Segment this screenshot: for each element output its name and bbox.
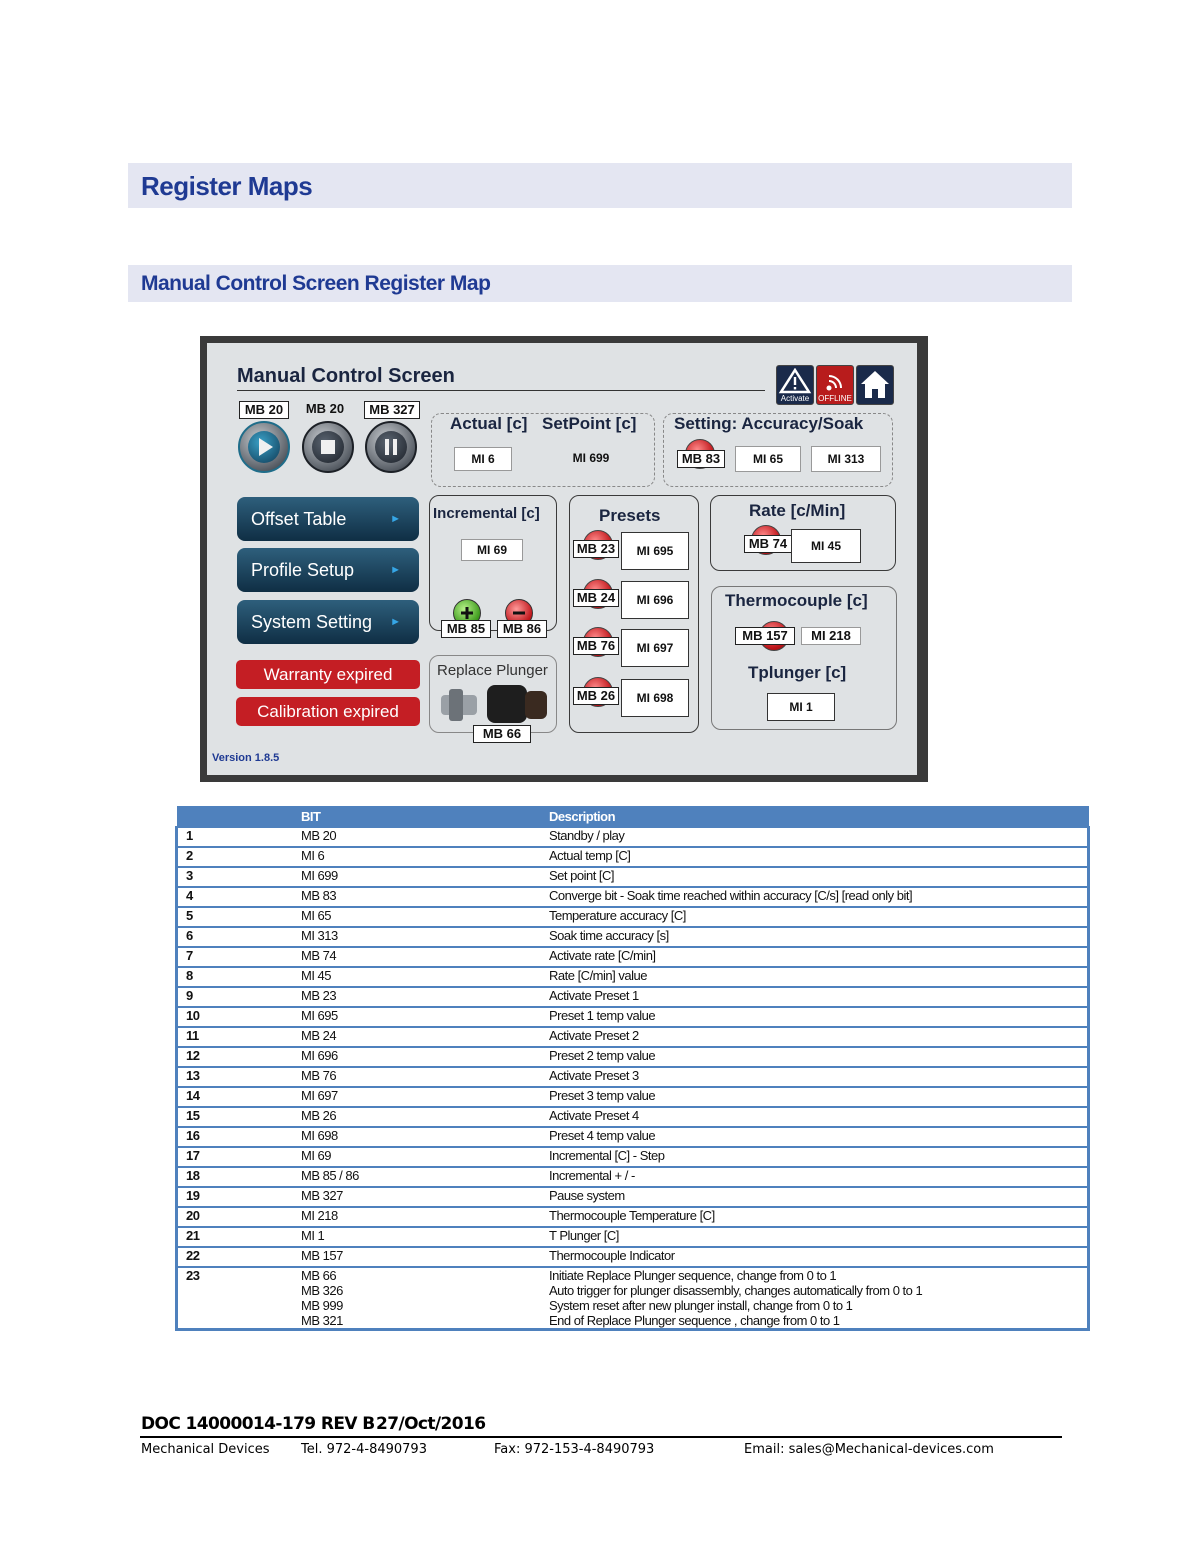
row-description: Activate Preset 3 xyxy=(549,1067,1089,1087)
row-number: 19 xyxy=(177,1187,302,1207)
heading-manual-control-map: Manual Control Screen Register Map xyxy=(141,272,491,295)
heading-register-maps: Register Maps xyxy=(141,171,313,201)
row-description: Incremental + / - xyxy=(549,1167,1089,1187)
row-description: Activate Preset 1 xyxy=(549,987,1089,1007)
offline-signal-icon[interactable] xyxy=(816,365,854,405)
row-description: T Plunger [C] xyxy=(549,1227,1089,1247)
row-description: Thermocouple Indicator xyxy=(549,1247,1089,1267)
row-bit: MB 66 xyxy=(301,1268,337,1283)
actual-title: Actual [c] xyxy=(450,414,528,433)
setting-mb-label: MB 83 xyxy=(677,450,725,468)
thermo-value: MI 218 xyxy=(801,627,861,645)
offline-label: OFFLINE xyxy=(818,394,852,403)
row-description: Preset 1 temp value xyxy=(549,1007,1089,1027)
row-bit: MI 699 xyxy=(301,867,549,887)
row-bit: MB 76 xyxy=(301,1067,549,1087)
chevron-right-icon: ► xyxy=(390,616,401,628)
version-label: Version 1.8.5 xyxy=(212,752,280,764)
row-number: 3 xyxy=(177,867,302,887)
row-bit: MI 695 xyxy=(301,1007,549,1027)
footer-tel: Tel. 972-4-8490793 xyxy=(301,1442,427,1457)
thermocouple-title: Thermocouple [c] xyxy=(725,591,868,610)
row-number: 17 xyxy=(177,1147,302,1167)
offset-table-label: Offset Table xyxy=(251,509,347,529)
table-row xyxy=(177,1147,1089,1167)
row-description: Thermocouple Temperature [C] xyxy=(549,1207,1089,1227)
play-icon xyxy=(240,423,288,471)
table-row xyxy=(177,1187,1089,1207)
tplunger-value: MI 1 xyxy=(767,693,835,721)
table-row xyxy=(177,1027,1089,1047)
row-bit: MI 696 xyxy=(301,1047,549,1067)
table-row xyxy=(177,967,1089,987)
replace-plunger-title: Replace Plunger xyxy=(437,662,548,679)
row-description: Preset 2 temp value xyxy=(549,1047,1089,1067)
row-description: Auto trigger for plunger disassembly, changes automatically from 0 to 1 xyxy=(549,1283,923,1298)
row-bit: MI 218 xyxy=(301,1207,549,1227)
row-number: 12 xyxy=(177,1047,302,1067)
row-bit: MI 698 xyxy=(301,1127,549,1147)
tplunger-title: Tplunger [c] xyxy=(748,663,847,682)
setting-title: Setting: Accuracy/Soak xyxy=(674,414,864,433)
title-divider xyxy=(237,390,765,391)
row-bit: MB 26 xyxy=(301,1107,549,1127)
presets-title: Presets xyxy=(599,506,661,525)
table-row xyxy=(177,927,1089,947)
table-row xyxy=(177,1067,1089,1087)
row-description: Pause system xyxy=(549,1187,1089,1207)
header-description: Description xyxy=(549,806,1089,827)
footer-company: Mechanical Devices xyxy=(141,1442,270,1457)
preset-1-value[interactable]: MI 695 xyxy=(621,532,689,570)
table-row xyxy=(177,1047,1089,1067)
profile-setup-button[interactable] xyxy=(237,548,419,592)
row-bit: MB 327 xyxy=(301,1187,549,1207)
preset-3-value[interactable]: MI 697 xyxy=(621,629,689,667)
row-description: Converge bit - Soak time reached within accuracy [C/s] [read only bit] xyxy=(549,887,1089,907)
table-row xyxy=(177,847,1089,867)
row-bit: MB 157 xyxy=(301,1247,549,1267)
row-number: 21 xyxy=(177,1227,302,1247)
row-bit: MI 45 xyxy=(301,967,549,987)
row-bit: MB 24 xyxy=(301,1027,549,1047)
soak-value[interactable]: MI 313 xyxy=(811,446,881,472)
row-description-list xyxy=(549,1267,1089,1330)
rate-title: Rate [c/Min] xyxy=(749,501,846,520)
row-number: 15 xyxy=(177,1107,302,1127)
row-description: Preset 4 temp value xyxy=(549,1127,1089,1147)
table-row xyxy=(177,1207,1089,1227)
table-row xyxy=(177,1167,1089,1187)
table-header-row xyxy=(177,806,1089,827)
row-number: 18 xyxy=(177,1167,302,1187)
hmi-screenshot xyxy=(200,336,928,782)
profile-setup-label: Profile Setup xyxy=(251,560,355,580)
stop-button[interactable] xyxy=(302,421,354,473)
thermo-mb-label: MB 157 xyxy=(735,627,795,645)
system-setting-label: System Setting xyxy=(251,612,373,632)
section-heading-band xyxy=(128,163,1072,208)
row-description: Activate Preset 4 xyxy=(549,1107,1089,1127)
table-row xyxy=(177,947,1089,967)
subsection-heading-band xyxy=(128,265,1072,302)
doc-date: 27/Oct/2016 xyxy=(376,1414,486,1434)
preset-2-mb-label: MB 24 xyxy=(573,589,619,607)
row-number: 9 xyxy=(177,987,302,1007)
row-number: 22 xyxy=(177,1247,302,1267)
row-bit: MI 1 xyxy=(301,1227,549,1247)
row-bit: MI 69 xyxy=(301,1147,549,1167)
row-bit: MI 6 xyxy=(301,847,549,867)
row-description: Standby / play xyxy=(549,827,1089,847)
play-button[interactable] xyxy=(238,421,290,473)
row-description: Rate [C/min] value xyxy=(549,967,1089,987)
setpoint-value[interactable]: MI 699 xyxy=(572,451,610,465)
activate-label: Activate xyxy=(780,394,810,403)
preset-4-mb-label: MB 26 xyxy=(573,687,619,705)
row-bit: MB 23 xyxy=(301,987,549,1007)
header-bit: BIT xyxy=(301,806,549,827)
header-num xyxy=(177,806,302,827)
accuracy-value[interactable]: MI 65 xyxy=(735,446,801,472)
table-row xyxy=(177,1247,1089,1267)
table-row xyxy=(177,1107,1089,1127)
row-description: Set point [C] xyxy=(549,867,1089,887)
row-description: System reset after new plunger install, change from 0 to 1 xyxy=(549,1298,853,1313)
incremental-value[interactable]: MI 69 xyxy=(461,539,523,561)
system-setting-button[interactable] xyxy=(237,600,419,644)
table-row xyxy=(177,1227,1089,1247)
row-number: 4 xyxy=(177,887,302,907)
row-number: 1 xyxy=(177,827,302,847)
table-body xyxy=(177,827,1089,1330)
hmi-title: Manual Control Screen xyxy=(237,365,455,387)
calibration-expired-alert[interactable]: Calibration expired xyxy=(236,697,420,726)
hmi-screen xyxy=(207,343,917,775)
row-bit: MI 65 xyxy=(301,907,549,927)
row-description: Temperature accuracy [C] xyxy=(549,907,1089,927)
row-number: 2 xyxy=(177,847,302,867)
preset-1-mb-label: MB 23 xyxy=(573,540,619,558)
row-number: 14 xyxy=(177,1087,302,1107)
row-number: 23 xyxy=(177,1267,302,1330)
table-row xyxy=(177,987,1089,1007)
register-table xyxy=(175,806,1090,1331)
row-description: Preset 3 temp value xyxy=(549,1087,1089,1107)
row-bit: MB 20 xyxy=(301,827,549,847)
row-bit: MB 74 xyxy=(301,947,549,967)
row-number: 10 xyxy=(177,1007,302,1027)
row-description: Activate rate [C/min] xyxy=(549,947,1089,967)
preset-4-value[interactable]: MI 698 xyxy=(621,679,689,717)
row-bit: MB 326 xyxy=(301,1283,343,1298)
pause-button[interactable] xyxy=(365,421,417,473)
row-description: Activate Preset 2 xyxy=(549,1027,1089,1047)
row-description: End of Replace Plunger sequence , change from 0 to 1 xyxy=(549,1313,840,1328)
row-number: 11 xyxy=(177,1027,302,1047)
chevron-right-icon: ► xyxy=(390,564,401,576)
footer-fax: Fax: 972-153-4-8490793 xyxy=(494,1442,655,1457)
chevron-right-icon: ► xyxy=(390,513,401,525)
row-number: 20 xyxy=(177,1207,302,1227)
play-register-label: MB 20 xyxy=(239,401,289,419)
home-icon[interactable] xyxy=(856,365,894,405)
preset-2-value[interactable]: MI 696 xyxy=(621,581,689,619)
row-bit: MB 321 xyxy=(301,1313,343,1328)
table-row xyxy=(177,907,1089,927)
rate-mb-label: MB 74 xyxy=(744,535,792,553)
table-row xyxy=(177,867,1089,887)
row-description: Initiate Replace Plunger sequence, change from 0 to 1 xyxy=(549,1268,837,1283)
row-description: Soak time accuracy [s] xyxy=(549,927,1089,947)
offset-table-button[interactable] xyxy=(237,497,419,541)
actual-value: MI 6 xyxy=(454,447,512,471)
inc-minus-label: MB 86 xyxy=(497,620,547,638)
table-row xyxy=(177,1087,1089,1107)
inc-plus-label: MB 85 xyxy=(441,620,491,638)
table-row xyxy=(177,1127,1089,1147)
row-bit: MI 697 xyxy=(301,1087,549,1107)
setpoint-title: SetPoint [c] xyxy=(542,414,637,433)
incremental-title: Incremental [c] xyxy=(433,505,540,522)
row-number: 5 xyxy=(177,907,302,927)
table-row xyxy=(177,1267,1089,1330)
table-row xyxy=(177,1007,1089,1027)
footer-email[interactable]: Email: sales@Mechanical-devices.com xyxy=(744,1442,994,1457)
stop-register-label: MB 20 xyxy=(305,401,345,416)
row-description: Incremental [C] - Step xyxy=(549,1147,1089,1167)
row-bit: MB 999 xyxy=(301,1298,343,1313)
row-number: 13 xyxy=(177,1067,302,1087)
preset-3-mb-label: MB 76 xyxy=(573,637,619,655)
row-bit-list xyxy=(301,1267,549,1330)
pause-register-label: MB 327 xyxy=(364,401,420,419)
row-number: 7 xyxy=(177,947,302,967)
table-row xyxy=(177,827,1089,847)
doc-id: DOC 14000014-179 REV B xyxy=(141,1414,375,1434)
row-bit: MB 85 / 86 xyxy=(301,1167,549,1187)
row-bit: MB 83 xyxy=(301,887,549,907)
stop-icon xyxy=(304,423,352,471)
warranty-expired-alert[interactable]: Warranty expired xyxy=(236,660,420,689)
footer-divider xyxy=(140,1436,1062,1438)
plunger-image xyxy=(439,681,551,727)
table-row xyxy=(177,887,1089,907)
row-description: Actual temp [C] xyxy=(549,847,1089,867)
activate-warning-icon[interactable] xyxy=(776,365,814,405)
pause-icon xyxy=(367,423,415,471)
replace-mb-label: MB 66 xyxy=(473,725,531,743)
row-bit: MI 313 xyxy=(301,927,549,947)
row-number: 6 xyxy=(177,927,302,947)
row-number: 8 xyxy=(177,967,302,987)
row-number: 16 xyxy=(177,1127,302,1147)
rate-value[interactable]: MI 45 xyxy=(791,529,861,563)
